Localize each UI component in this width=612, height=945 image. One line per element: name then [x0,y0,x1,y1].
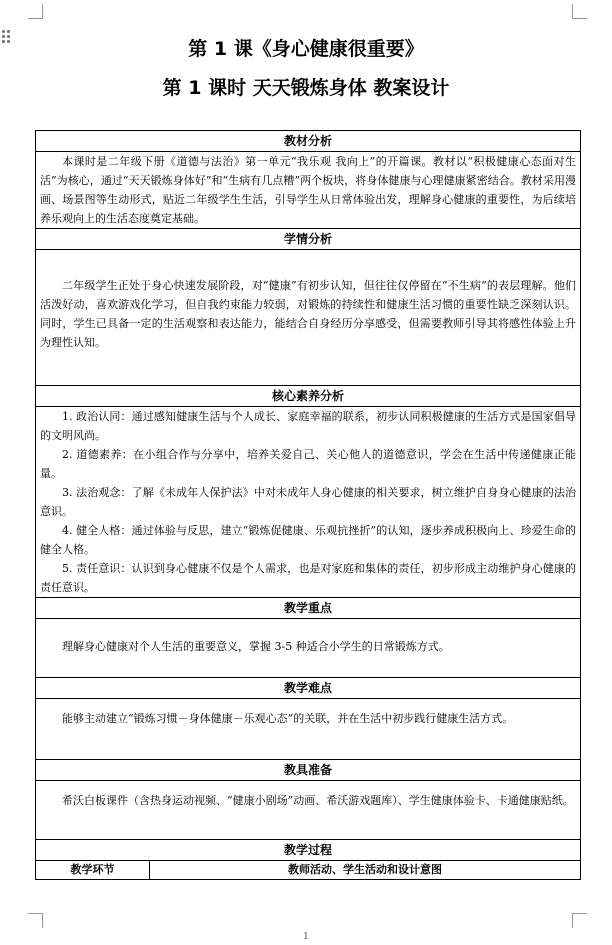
crop-mark-top-right [572,4,587,19]
document-title: 第 1 课《身心健康很重要》 [188,38,424,60]
crop-mark-top-left [28,4,43,19]
section-body-material [36,152,581,229]
lesson-plan-table [35,130,581,880]
section-body-key-points [36,619,581,678]
crop-mark-bottom-left [28,913,43,928]
section-heading-difficulties: 教学难点 [36,678,581,699]
literacy-item: 1. 政治认同：通过感知健康生活与个人成长、家庭幸福的联系，初步认同积极健康的生活方式是国家倡导的文明风尚。 [40,410,577,442]
difficulties-text: 能够主动建立“锻炼习惯－身体健康－乐观心态”的关联，并在生活中初步践行健康生活方式。 [62,712,514,725]
process-column-stage [36,861,150,880]
process-col2-label: 教师活动、学生活动和设计意图 [288,863,442,876]
section-body-difficulties [36,699,581,760]
section-body-literacy [36,407,581,598]
section-heading-material: 教材分析 [36,131,581,152]
literacy-item: 5. 责任意识：认识到身心健康不仅是个人需求，也是对家庭和集体的责任，初步形成主动维护身心健康的责任意识。 [40,562,577,594]
students-text: 二年级学生正处于身心快速发展阶段，对“健康”有初步认知，但往往仅停留在“不生病”的表层理解。他们活泼好动，喜欢游戏化学习，但自我约束能力较弱，对锻炼的持续性和健康生活习惯的重要性缺乏深刻认识。同时，学生已具备一定的生活观察和表达能力，能结合自身经历分享感受，但需要教师引导其将感性体验上升为理性认知。 [40,279,577,349]
materials-prep-text: 希沃白板课件（含热身运动视频、“健康小剧场”动画、希沃游戏题库）、学生健康体验卡、卡通健康贴纸。 [62,794,574,807]
section-heading-students: 学情分析 [36,229,581,250]
crop-mark-bottom-right [572,913,587,928]
process-column-activities [150,861,581,880]
literacy-item: 3. 法治观念：了解《未成年人保护法》中对未成年人身心健康的相关要求，树立维护自身身心健康的法治意识。 [40,486,577,518]
literacy-item: 2. 道德素养：在小组合作与分享中，培养关爱自己、关心他人的道德意识，学会在生活中传递健康正能量。 [40,448,577,480]
section-heading-key-points: 教学重点 [36,598,581,619]
key-points-text: 理解身心健康对个人生活的重要意义，掌握 3-5 种适合小学生的日常锻炼方式。 [62,640,450,653]
process-col1-label: 教学环节 [70,863,115,876]
section-heading-materials-prep: 教具准备 [36,760,581,781]
section-body-students [36,250,581,386]
material-text: 本课时是二年级下册《道德与法治》第一单元“我乐观 我向上”的开篇课。教材以“积极健康心态面对生活”为核心，通过“天天锻炼身体好”和“生病有几点糟”两个板块，将身体健康与心理健康紧密结合。教材采用漫画、场景图等生动形式，贴近二年级学生生活，引导学生从日常体验出发，理解身心健康的重要性，为后续培养乐观向上的生活态度奠定基础。 [40,155,577,225]
section-heading-process: 教学过程 [36,840,581,861]
literacy-item: 4. 健全人格：通过体验与反思，建立“锻炼促健康、乐观抗挫折”的认知，逐步养成积极向上、珍爱生命的健全人格。 [40,524,577,556]
section-heading-literacy: 核心素养分析 [36,386,581,407]
document-subtitle: 第 1 课时 天天锻炼身体 教案设计 [162,77,450,99]
section-body-materials-prep [36,781,581,840]
page-number: 1 [303,932,309,942]
